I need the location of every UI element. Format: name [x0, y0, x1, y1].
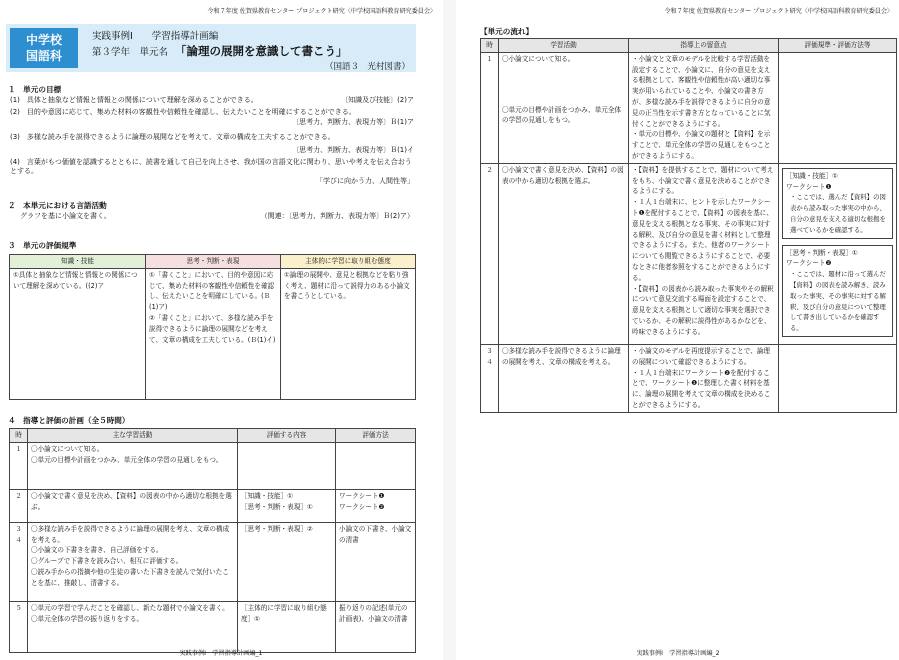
- flow-time: ３ ４: [481, 344, 499, 412]
- plan-body: [10, 442, 416, 652]
- goal-3: (3) 多様な読み手を説得できるように論理の展開などを考えて、文章の構成を工夫することができる。: [10, 133, 335, 141]
- unit-flow-table: [480, 38, 897, 413]
- section-3-title: ３ 単元の評価規準: [8, 241, 77, 250]
- evaluation-criteria-table: [9, 254, 416, 400]
- flow-activity-item: 〇多様な読み手を説得できるように論理の展開を考え、文章の構成を考える。: [502, 346, 621, 366]
- plan-row: [10, 442, 416, 489]
- eval-cell-thinking-1: ①「書くこと」において、目的や意図に応じて、集めた材料の客観性や信頼性を確認し、伝えたいことを明確にしている。(Ｂ(1)ア): [149, 270, 275, 312]
- flow-header-activity: 学習活動: [499, 39, 629, 53]
- goal-2: (2) 目的や意図に応じて、集めた材料の客観性や信頼性を確認し、伝えたいことを明確にすることができる。: [10, 108, 356, 116]
- plan-activity-item: 〇単元の学習で学んだことを確認し、新たな題材で小論文を書く。: [31, 603, 229, 612]
- plan-row: [10, 489, 416, 522]
- flow-body: [481, 52, 897, 412]
- page-header: 令和７年度 佐賀県教育センター プロジェクト研究〈中学校国語科教育研究委員会〉: [664, 8, 893, 15]
- flow-evals: [779, 163, 897, 344]
- plan-header-activity: 主な学習活動: [28, 429, 238, 443]
- eval-cell-attitude: ①論理の展開や、意見と根拠などを粘り強く考え、題材に沿って説得力のある小論文を書こうとしている。: [281, 268, 416, 399]
- section-1-title: １ 単元の目標: [8, 85, 62, 94]
- unit-title: [92, 43, 348, 59]
- flow-evals: [779, 344, 897, 412]
- language-activity: グラフを基に小論文を書く。: [20, 212, 111, 220]
- document-page-1: [0, 0, 442, 660]
- plan-content: [238, 442, 336, 489]
- eval-box-method: ワークシート❷: [786, 259, 832, 268]
- unit-title-prefix: 第３学年 単元名: [92, 47, 169, 58]
- teaching-plan-table: [9, 428, 416, 653]
- plan-content: ［主体的に学習に取り組む態度］①: [238, 601, 336, 652]
- goal-4: (4) 言葉がもつ価値を認識するとともに、読書を通して自己を向上させ、我が国の言語文化に関わり、思いや考えを伝え合おうとする。: [10, 158, 412, 175]
- plan-time: ３ ４: [10, 522, 28, 601]
- plan-content: ［知識・技能］① ［思考・判断・表現］①: [238, 489, 336, 522]
- page-footer: 実践事例Ⅰ 学習指導計画編_1: [179, 650, 263, 657]
- goal-4-tag: 「学びに向かう力、人間性等」: [316, 177, 414, 185]
- flow-note-item: ・小論文と文章のモデルを比較する学習活動を設定することで、小論文に、自分の意見を支える根拠として、客観性や信頼性が高い適切な事実が用いられていることや、小論文の書き方が、多様な読み手を説得できるように自分の意見の正当性を示す書き方となっていることに気付くことができるようにする。: [632, 54, 771, 128]
- plan-activity-item: 〇小論文について知る。: [31, 444, 104, 453]
- plan-activity-item: 〇グループで下書きを読み合い、相互に評価する。: [31, 557, 183, 566]
- plan-row: [10, 601, 416, 652]
- plan-activity-item: 〇小論文で書く意見を決め、【資料】の図表の中から適切な根拠を選ぶ。: [31, 491, 232, 511]
- plan-header-content: 評価する内容: [238, 429, 336, 443]
- page-footer: 実践事例Ⅰ 学習指導計画編_2: [636, 650, 720, 657]
- plan-method: 振り返りの記述(単元の計画表)、小論文の清書: [336, 601, 416, 652]
- eval-box-label: ［知識・技能］①: [786, 171, 839, 180]
- eval-box-method: ワークシート❶: [786, 182, 832, 191]
- subject-badge: [10, 28, 78, 68]
- flow-section-title: 【単元の流れ】: [480, 27, 534, 36]
- plan-time: ５: [10, 601, 28, 652]
- goal-1-tag: 〔知識及び技能〕(2)ア: [341, 96, 414, 104]
- flow-note-item: ・【資料】を提供することで、題材について考えをもち、小論文で書く意見を決めることができるようにする。: [632, 165, 774, 196]
- plan-method: 小論文の下書き、小論文の清書: [336, 522, 416, 601]
- eval-header-attitude: 主体的に学習に取り組む態度: [281, 255, 416, 269]
- plan-activities: [28, 601, 238, 652]
- document-page-2: [457, 0, 899, 660]
- flow-evals: [779, 52, 897, 163]
- flow-row: [481, 52, 897, 163]
- flow-activity-item: 〇小論文で書く意見を決め、【資料】の図表の中から適切な根拠を選ぶ。: [502, 165, 624, 185]
- unit-name: 「論理の展開を意識して書こう」: [175, 44, 348, 58]
- goal-1: (1) 具体と抽象など情報と情報との関係について理解を深めることができる。: [10, 96, 258, 104]
- language-activity-tag: （関連：〔思考力、判断力、表現力等〕Ｂ(2)ア）: [260, 212, 414, 220]
- plan-activity-item: 〇単元全体の学習の振り返りをする。: [31, 614, 144, 623]
- title-block: [6, 24, 416, 72]
- plan-activities: [28, 489, 238, 522]
- plan-time: １: [10, 442, 28, 489]
- flow-activities: [499, 344, 629, 412]
- badge-line-2: 国語科: [25, 49, 62, 63]
- eval-box: [782, 168, 893, 239]
- plan-header-time: 時: [10, 429, 28, 443]
- eval-header-knowledge: 知識・技能: [10, 255, 146, 269]
- case-title: 実践事例Ⅰ 学習指導計画編: [92, 31, 219, 42]
- flow-activity-item: 〇小論文について知る。: [502, 54, 575, 63]
- flow-notes: [629, 344, 779, 412]
- eval-box-note: ・ここでは、題材に沿って選んだ【資料】の図表を読み解き、読み取った事実、その事実に対する解釈、及び自分の意見について整理して書き出しているかを確認する。: [790, 270, 886, 333]
- flow-notes: [629, 52, 779, 163]
- flow-note-item: ・１人１台端末にワークシート❷を配付することで、ワークシート❶に整理した書く材料を基に、論理の展開を考えて文章の構成を決めることができるようにする。: [632, 368, 771, 409]
- plan-method: [336, 442, 416, 489]
- plan-time: ２: [10, 489, 28, 522]
- flow-header-notes: 指導上の留意点: [629, 39, 779, 53]
- badge-line-1: 中学校: [25, 33, 62, 47]
- eval-header-thinking: 思考・判断・表現: [146, 255, 281, 269]
- flow-header-eval: 評価規準・評価方法等: [779, 39, 897, 53]
- plan-content: ［思考・判断・表現］②: [238, 522, 336, 601]
- flow-note-item: ・小論文のモデルを再度提示することで、論理の展開について確認できるようにする。: [632, 346, 771, 366]
- flow-time: １: [481, 52, 499, 163]
- eval-cell-thinking-2: ②「書くこと」において、多様な読み手を説得できるように論理の展開などを考えて、文章の構成を工夫している。(Ｂ(1)イ): [149, 313, 276, 344]
- plan-activity-item: 〇読み手からの指摘や他の生徒の書いた下書きを読んで気付いたことを基に、推敲し、清書する。: [31, 567, 229, 587]
- section-4-title: ４ 指導と評価の計画（全５時間）: [8, 416, 130, 425]
- plan-row: [10, 522, 416, 601]
- flow-note-item: ・１人１台端末に、ヒントを示したワークシート❶を配付することで、【資料】の図表を基に、意見を支える根拠となる事実、その事実に対する解釈、及び自分の意見を書く材料として整理できるようにする。また、他者のワークシートについても閲覧できるようにすることで、必要なときに他者参照をすることができるようにする。: [632, 198, 773, 282]
- plan-activity-item: 〇小論文の下書きを書き、自己評価をする。: [31, 546, 163, 555]
- flow-row: [481, 163, 897, 344]
- plan-header-method: 評価方法: [336, 429, 416, 443]
- eval-box: [782, 245, 893, 337]
- flow-header-time: 時: [481, 39, 499, 53]
- flow-activity-item: 〇単元の目標や計画をつかみ、単元全体の学習の見通しをもつ。: [502, 105, 622, 125]
- textbook-label: （国語３ 光村図書）: [324, 62, 410, 72]
- plan-activities: [28, 442, 238, 489]
- eval-box-label: ［思考・判断・表現］①: [786, 248, 858, 257]
- goal-2-tag: 〔思考力、判断力、表現力等〕Ｂ(1)ア: [292, 118, 414, 126]
- page-gutter: [443, 0, 456, 660]
- flow-activities: [499, 163, 629, 344]
- plan-activity-item: 〇多様な読み手を説得できるように論理の展開を考え、文章の構成を考える。: [31, 524, 230, 544]
- page-header: 令和７年度 佐賀県教育センター プロジェクト研究〈中学校国語科教育研究委員会〉: [207, 8, 436, 15]
- flow-activities: [499, 52, 629, 163]
- flow-time: ２: [481, 163, 499, 344]
- eval-box-note: ・ここでは、選んだ【資料】の図表から読み取った事実の中から、自分の意見を支える適切な根拠を選べているかを確認する。: [790, 193, 886, 234]
- flow-row: [481, 344, 897, 412]
- eval-cell-thinking: [146, 268, 281, 399]
- plan-activity-item: 〇単元の目標や計画をつかみ、単元全体の学習の見通しをもつ。: [31, 455, 223, 464]
- flow-note-item: ・【資料】の図表から読み取った事実やその解釈について意見交流する場面を設定することで、意見を支える根拠として適切な事実を選択できているか、その解釈に説得性があるかなどを、吟味できるようにする。: [632, 284, 774, 336]
- section-2-title: ２ 本単元における言語活動: [8, 201, 107, 210]
- flow-notes: [629, 163, 779, 344]
- goal-3-tag: 〔思考力、判断力、表現力等〕Ｂ(1)イ: [292, 146, 414, 154]
- plan-activities: [28, 522, 238, 601]
- flow-note-item: ・単元の目標や、小論文の題材と【資料】を示すことで、単元全体の学習の見通しをもつことができるようにする。: [632, 130, 771, 160]
- plan-method: ワークシート❶ ワークシート❷: [336, 489, 416, 522]
- eval-cell-knowledge: ①具体と抽象など情報と情報との関係について理解を深めている。((2)ア: [10, 268, 146, 399]
